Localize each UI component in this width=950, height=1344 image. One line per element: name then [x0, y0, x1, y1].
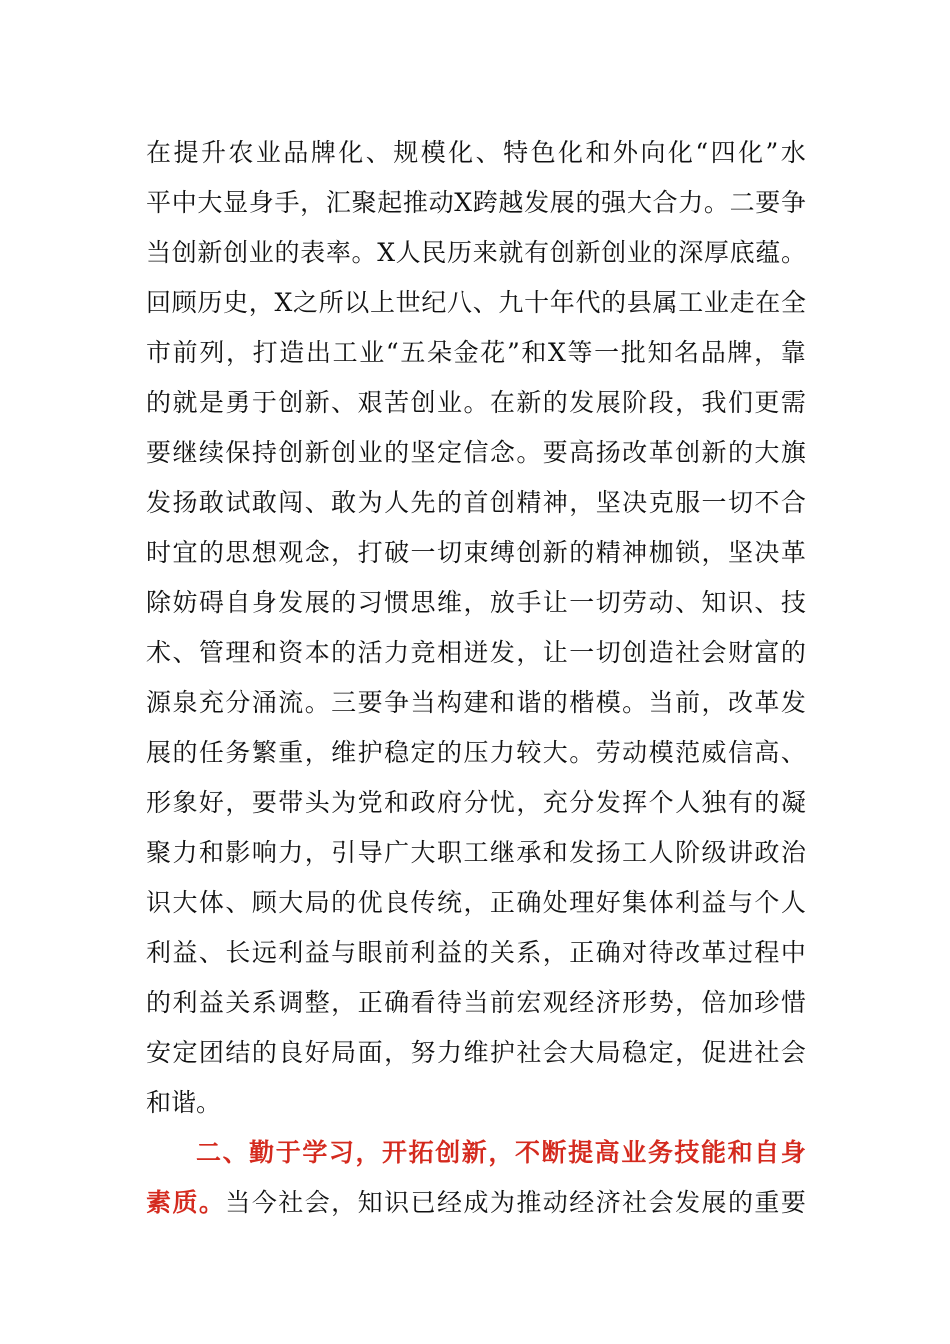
text-line: 发 扬 敢 试 敢 闯 、 敢 为 人 先 的 首 创 精 神 ， 坚 决 克 服 一 切 不 合	[146, 488, 806, 517]
text-line: 聚 力 和 影 响 力 ， 引 导 广 大 职 工 继 承 和 发 扬 工 人 阶 级 讲 政 治	[146, 838, 806, 867]
body-text	[146, 128, 806, 1228]
text-line: 形 象 好 ， 要 带 头 为 党 和 政 府 分 忧 ， 充 分 发 挥 个 人 独 有 的 凝	[146, 788, 806, 817]
text-line: 回 顾 历 史 ， X 之 所 以 上 世 纪 八 、 九 十 年 代 的 县 属 工 业 走 在 全	[146, 288, 806, 317]
text-line-mixed: 素 质 。 当 今 社 会 ， 知 识 已 经 成 为 推 动 经 济 社 会 发 展 的 重 要	[146, 1188, 806, 1217]
text-line: 时 宜 的 思 想 观 念 ， 打 破 一 切 束 缚 创 新 的 精 神 枷 锁 ， 坚 决 革	[146, 538, 806, 567]
text-line: 市 前 列 ， 打 造 出 工 业 “ 五 朵 金 花 ” 和 X 等 一 批 知 名 品 牌 ， 靠	[146, 338, 806, 367]
text-line: 安 定 团 结 的 良 好 局 面 ， 努 力 维 护 社 会 大 局 稳 定 ， 促 进 社 会	[146, 1038, 806, 1067]
text-line: 除 妨 碍 自 身 发 展 的 习 惯 思 维 ， 放 手 让 一 切 劳 动 、 知 识 、 技	[146, 588, 806, 617]
text-line: 利 益 、 长 远 利 益 与 眼 前 利 益 的 关 系 ， 正 确 对 待 改 革 过 程 中	[146, 938, 806, 967]
section-heading: 二 、 勤 于 学 习 ， 开 拓 创 新 ， 不 断 提 高 业 务 技 能 和 自 身	[196, 1138, 806, 1167]
text-line: 的 利 益 关 系 调 整 ， 正 确 看 待 当 前 宏 观 经 济 形 势 ， 倍 加 珍 惜	[146, 988, 806, 1017]
text-line: 术 、 管 理 和 资 本 的 活 力 竞 相 迸 发 ， 让 一 切 创 造 社 会 财 富 的	[146, 638, 806, 667]
text-line: 和谐。	[146, 1088, 222, 1117]
text-line: 展 的 任 务 繁 重 ， 维 护 稳 定 的 压 力 较 大 。 劳 动 模 范 威 信 高 、	[146, 738, 806, 767]
text-line: 源 泉 充 分 涌 流 。 三 要 争 当 构 建 和 谐 的 楷 模 。 当 前 ， 改 革 发	[146, 688, 806, 717]
text-line: 当 创 新 创 业 的 表 率 。 X 人 民 历 来 就 有 创 新 创 业 的 深 厚 底 蕴 。	[146, 238, 806, 267]
text-line: 的 就 是 勇 于 创 新 、 艰 苦 创 业 。 在 新 的 发 展 阶 段 ， 我 们 更 需	[146, 388, 806, 417]
text-line: 在 提 升 农 业 品 牌 化 、 规 模 化 、 特 色 化 和 外 向 化 “ 四 化 ” 水	[146, 138, 806, 167]
text-line: 要 继 续 保 持 创 新 创 业 的 坚 定 信 念 。 要 高 扬 改 革 创 新 的 大 旗	[146, 438, 806, 467]
text-line: 平 中 大 显 身 手 ， 汇 聚 起 推 动 X 跨 越 发 展 的 强 大 合 力 。 二 要 争	[146, 188, 806, 217]
text-line: 识 大 体 、 顾 大 局 的 优 良 传 统 ， 正 确 处 理 好 集 体 利 益 与 个 人	[146, 888, 806, 917]
